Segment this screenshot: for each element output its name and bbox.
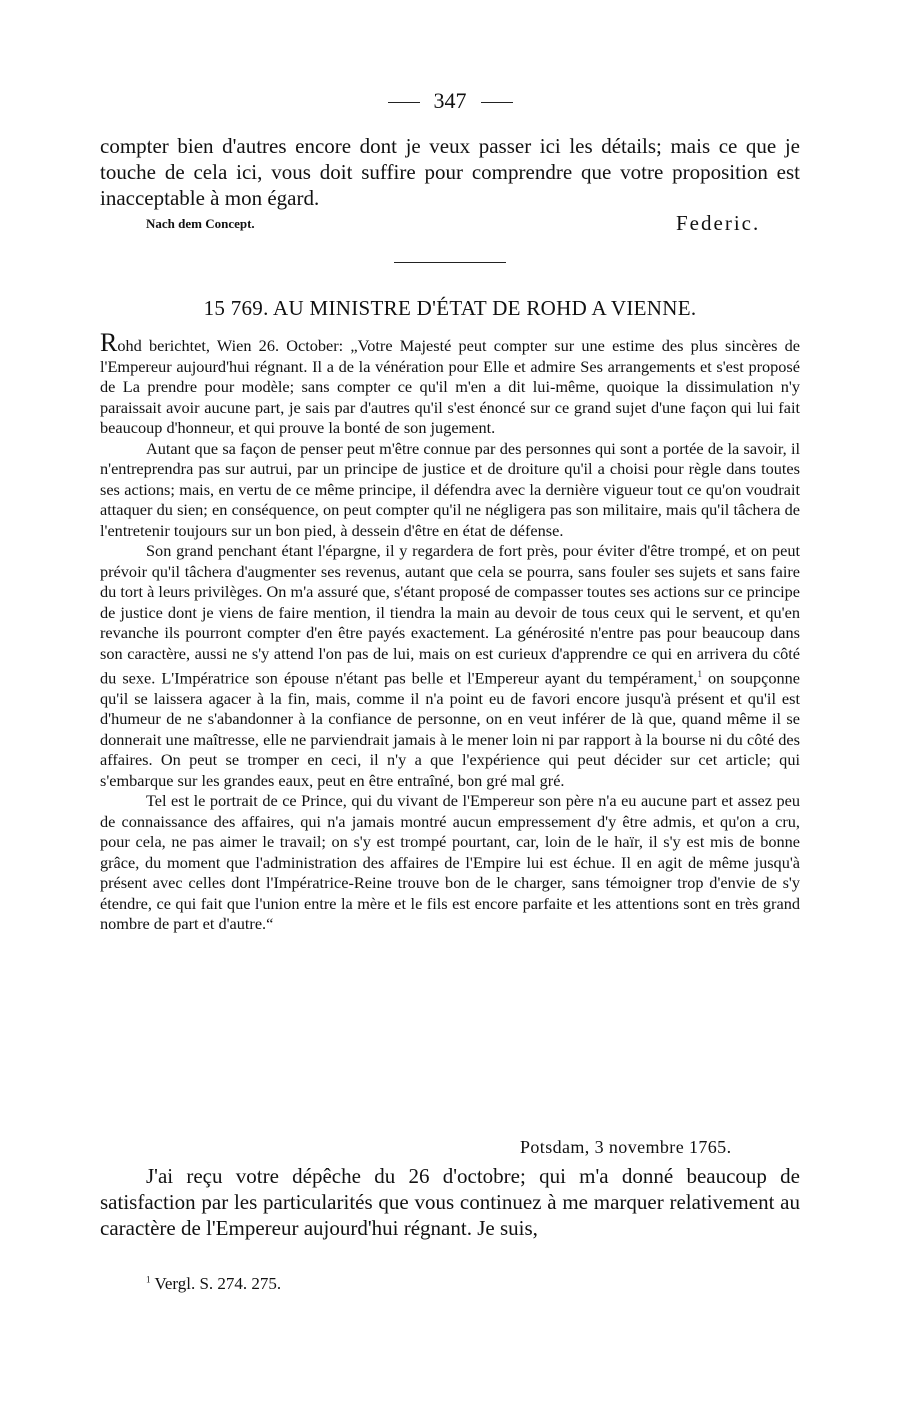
signature: Federic. (676, 211, 761, 235)
report-paragraph-3 (100, 541, 800, 791)
letter-title: 15 769. AU MINISTRE D'ÉTAT DE ROHD A VIENNE. (203, 296, 697, 320)
footnote (146, 1274, 281, 1294)
footnote-reference: 1 (697, 669, 702, 679)
header-rule-right (481, 102, 513, 103)
page-number: 347 (433, 88, 467, 113)
report-paragraph-1 (100, 328, 800, 439)
source-note: Nach dem Concept. (146, 216, 255, 231)
drop-cap: R (100, 328, 118, 357)
footnote-text: Vergl. S. 274. 275. (154, 1274, 282, 1293)
report-paragraph-3-text-b: on soupçonne qu'il se laissera agacer à la fin, mais, comme il n'a point eu de favori encore jusqu'à présent et qu'il est d'humeur de ne s'abandonner à la confiance de personne, on en veut inférer de là que, quand même il se donnerait une maîtresse, elle ne parviendrait jamais à le mener loin ni par rapport à la bourse ni du côté des affaires. On peut se tromper en ceci, il n'y a que l'expérience qui peut décider sur cet article; qui s'embarque sur les grandes eaux, peut en être entraîné, bon gré mal gré. (100, 668, 800, 790)
section-separator (394, 262, 506, 263)
report-paragraph-3-text-a: Son grand penchant étant l'épargne, il y regardera de fort près, pour éviter d'être trompé, et on peut prévoir qu'il tâchera d'augmenter ses revenus, autant que cela se pourra, sans fouler ses sujets et sans faire du tort à leurs privilèges. On m'a assuré que, s'étant proposé de compasser toutes ses actions sur ce principe de justice dont je viens de faire mention, il tiendra la main au devoir de tous ceux qui le servent, et qu'en revanche ils pourront compter d'en être payés exactement. La générosité n'entre pas pour beaucoup dans son caractère, aussi ne s'y attend l'on pas de lui, mais on est curieux d'apprendre ce qui en arrivera du côté du sexe. L'Impératrice son épouse n'étant pas belle et l'Empereur ayant du tempérament, (100, 541, 800, 688)
reply-paragraph: J'ai reçu votre dépêche du 26 d'octobre; qui m'a donné beaucoup de satisfaction par les particularités que vous continuez à me marquer relativement au caractère de l'Empereur aujourd'hui régnant. Je suis, (100, 1164, 800, 1240)
continuation-paragraph: compter bien d'autres encore dont je veux passer ici les détails; mais ce que je touche de cela ici, vous doit suffire pour comprendre que votre proposition est inacceptable à mon égard. (100, 134, 800, 210)
dateline: Potsdam, 3 novembre 1765. (520, 1137, 732, 1157)
report-paragraph-2: Autant que sa façon de penser peut m'être connue par des personnes qui sont a portée de la savoir, il n'entreprendra pas sur autrui, par un principe de justice et de droiture qu'il a choisi pour règle dans toutes ses actions; mais, en vertu de ce même principe, il défendra avec la dernière vigueur tout ce qu'on voudrait attaquer du sien; en conséquence, on peut compter qu'il ne négligera pas son militaire, mais qu'il tâchera de l'entretenir toujours sur un bon pied, à dessein d'être en état de défense. (100, 438, 800, 540)
page-header (0, 88, 900, 114)
report-block (100, 328, 800, 935)
footnote-mark: 1 (146, 1274, 151, 1285)
report-paragraph-4: Tel est le portrait de ce Prince, qui du vivant de l'Empereur son père n'a eu aucune part et assez peu de connaissance des affaires, qui n'a jamais montré aucun empressement d'y être admis, et qu'on a cru, pour cela, ne pas aimer le travail; on s'y est trompé pourtant, car, loin de le haïr, il s'y est mis de bonne grâce, du moment que l'administration des affaires de l'Empire lui est échue. Il en agit de même jusqu'à présent avec celles dont l'Impératrice-Reine trouve bon de le charger, sans témoigner trop d'envie de s'y étendre, ce qui fait que l'union entre la mère et le fils est encore parfaite et les attentions sont en très grand nombre de part et d'autre.“ (100, 791, 800, 934)
header-rule-left (388, 102, 420, 103)
report-paragraph-1-text: ohd berichtet, Wien 26. October: „Votre Majesté peut compter sur une estime des plus sincères de l'Empereur aujourd'hui régnant. Il a de la vénération pour Elle et admire Ses arrangements et s'est proposé de La prendre pour modèle; sans compter ce qu'il m'en a dit lui-même, quoique la dissimulation n'y paraissait avoir aucune part, je sais par d'autres qu'il s'est énoncé sur ce grand sujet d'une façon qui lui fait beaucoup d'honneur, et qui prouve la bonté de son jugement. (100, 336, 800, 437)
